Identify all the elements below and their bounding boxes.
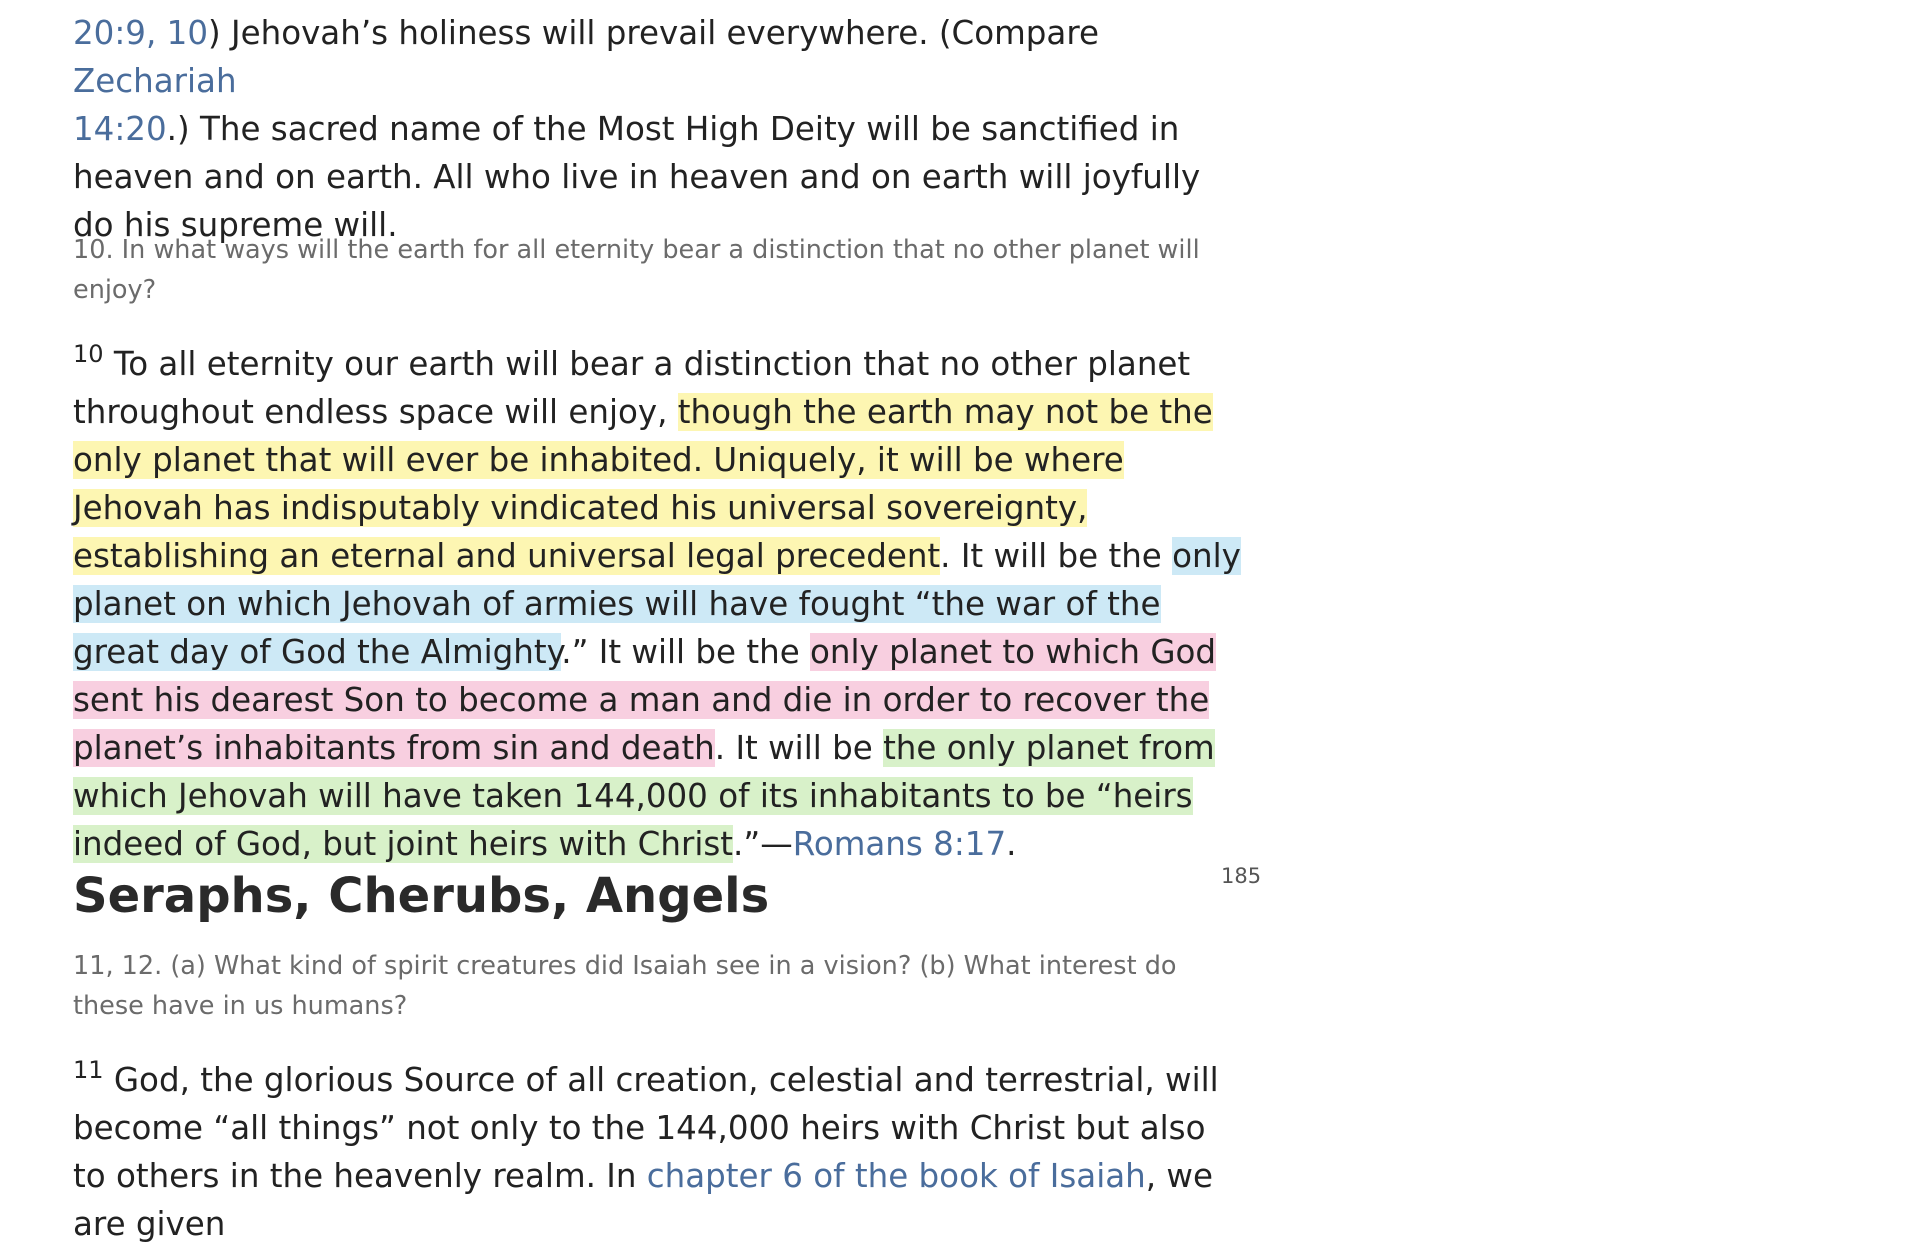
text: ) xyxy=(208,14,232,52)
text: Jehovah’s holiness will prevail everywhere. (Compare xyxy=(231,14,1099,52)
highlight-yellow[interactable]: though the earth may not be the only planet that will ever be inhabited. Uniquely, it will be where Jehovah has indisputably vindicated his universal sovereignty, establishing an eternal and universal legal precedent xyxy=(73,393,1213,575)
text: .”— xyxy=(733,825,793,863)
scripture-link-romans-8-17[interactable]: Romans 8:17 xyxy=(792,825,1007,863)
text: To all eternity our earth will bear a distinction that no other planet throughout endless space will enjoy, xyxy=(73,345,1191,431)
reader-page xyxy=(73,0,1273,1243)
highlight-pink[interactable]: only planet to which God sent his dearest Son to become a man and die in order to recover the planet’s inhabitants from sin and death xyxy=(73,633,1217,767)
text: , we are given xyxy=(73,1157,1213,1243)
text: .) The sacred name of the Most High Deity will be sanctified in heaven and on earth. All who live in heaven and on earth will joyfully do his supreme will. xyxy=(73,110,1201,244)
page-number: 185 xyxy=(1221,864,1262,888)
text: .” It will be the xyxy=(561,633,811,671)
study-question-10: 10. In what ways will the earth for all eternity bear a distinction that no other planet will enjoy? xyxy=(73,235,1200,305)
highlight-green[interactable]: the only planet from which Jehovah will have taken 144,000 of its inhabitants to be “heirs indeed of God, but joint heirs with Christ xyxy=(73,729,1215,863)
paragraph-number: 11 xyxy=(73,1055,104,1084)
paragraph-number: 10 xyxy=(73,339,104,368)
scripture-link-zechariah-14-20[interactable]: 14:20 xyxy=(73,110,167,148)
text: . It will be the xyxy=(940,537,1173,575)
scripture-link-isaiah-6[interactable]: chapter 6 of the book of Isaiah xyxy=(646,1157,1146,1195)
paragraph-11 xyxy=(73,1056,1243,1248)
paragraph-9-continuation xyxy=(73,9,1243,249)
scripture-link-zechariah[interactable]: Zechariah xyxy=(73,62,237,100)
study-question-11-12: 11, 12. (a) What kind of spirit creatures did Isaiah see in a vision? (b) What interest do these have in us humans? xyxy=(73,951,1177,1021)
scripture-link-20-9-10[interactable]: 20:9, 10 xyxy=(73,14,208,52)
paragraph-10 xyxy=(73,340,1243,868)
highlight-blue[interactable]: only planet on which Jehovah of armies will have fought “the war of the great day of God the Almighty xyxy=(73,537,1241,671)
text: . It will be xyxy=(714,729,884,767)
text: . xyxy=(1006,825,1017,863)
text: God, the glorious Source of all creation, celestial and terrestrial, will become “all things” not only to the 144,000 heirs with Christ but also to others in the heavenly realm. In xyxy=(73,1061,1219,1195)
section-heading: Seraphs, Cherubs, Angels xyxy=(73,868,770,924)
